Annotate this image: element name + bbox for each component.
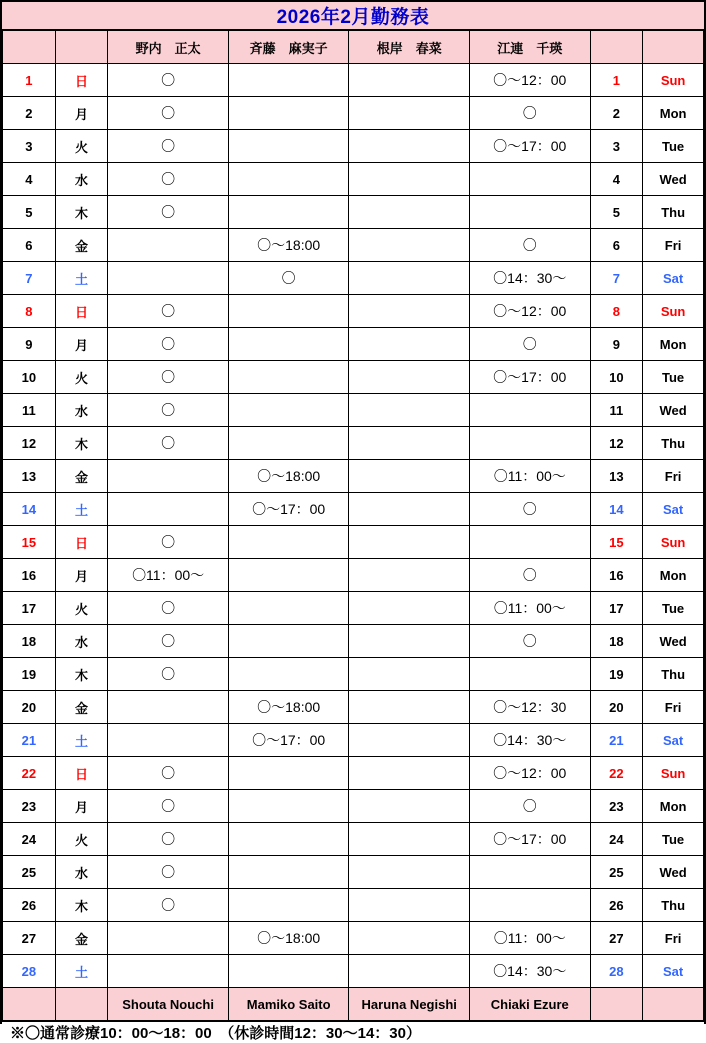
shift-cell[interactable]: 〇〜12：00 [469, 295, 590, 328]
day-number-right: 26 [590, 889, 643, 922]
table-row [3, 592, 704, 625]
shift-cell[interactable] [349, 163, 470, 196]
shift-cell[interactable]: 〇 [469, 328, 590, 361]
weekday-jp: 木 [55, 196, 108, 229]
shift-cell[interactable]: 〇14：30〜 [469, 955, 590, 988]
shift-cell[interactable]: 〇〜17：00 [469, 130, 590, 163]
shift-cell[interactable]: 〇 [108, 97, 229, 130]
shift-cell[interactable] [349, 823, 470, 856]
shift-cell[interactable] [228, 889, 349, 922]
weekday-jp: 火 [55, 130, 108, 163]
shift-cell[interactable] [228, 625, 349, 658]
title-bar [2, 2, 704, 30]
day-number: 19 [3, 658, 56, 691]
shift-cell[interactable] [228, 130, 349, 163]
shift-cell[interactable] [108, 262, 229, 295]
weekday-jp: 月 [55, 790, 108, 823]
weekday-en: Thu [643, 889, 704, 922]
day-number-right: 25 [590, 856, 643, 889]
shift-cell[interactable]: 〇〜18:00 [228, 229, 349, 262]
shift-cell[interactable] [228, 757, 349, 790]
day-number-right: 17 [590, 592, 643, 625]
shift-cell[interactable]: 〇 [228, 262, 349, 295]
shift-cell[interactable] [228, 394, 349, 427]
weekday-en: Wed [643, 394, 704, 427]
table-row [3, 658, 704, 691]
weekday-jp: 月 [55, 559, 108, 592]
weekday-en: Mon [643, 328, 704, 361]
day-number: 1 [3, 64, 56, 97]
shift-cell[interactable] [108, 691, 229, 724]
shift-cell[interactable] [349, 889, 470, 922]
shift-cell[interactable] [349, 97, 470, 130]
table-body [3, 64, 704, 988]
header-blank-dayen [643, 31, 704, 64]
weekday-jp: 土 [55, 724, 108, 757]
shift-cell[interactable] [228, 163, 349, 196]
day-number: 5 [3, 196, 56, 229]
shift-cell[interactable] [228, 295, 349, 328]
day-number-right: 6 [590, 229, 643, 262]
shift-cell[interactable] [349, 724, 470, 757]
header-row [3, 31, 704, 64]
table-footer [3, 988, 704, 1021]
shift-cell[interactable]: 〇14：30〜 [469, 724, 590, 757]
day-number-right: 27 [590, 922, 643, 955]
day-number: 23 [3, 790, 56, 823]
header-blank-dayjp [55, 31, 108, 64]
weekday-jp: 火 [55, 361, 108, 394]
day-number-right: 28 [590, 955, 643, 988]
day-number: 26 [3, 889, 56, 922]
header-blank-daynum [3, 31, 56, 64]
day-number-right: 9 [590, 328, 643, 361]
weekday-jp: 木 [55, 889, 108, 922]
shift-cell[interactable] [469, 526, 590, 559]
shift-cell[interactable] [228, 592, 349, 625]
weekday-en: Thu [643, 196, 704, 229]
day-number-right: 1 [590, 64, 643, 97]
weekday-jp: 金 [55, 922, 108, 955]
shift-cell[interactable] [108, 922, 229, 955]
shift-cell[interactable]: 〇〜12：00 [469, 64, 590, 97]
shift-cell[interactable] [228, 658, 349, 691]
shift-cell[interactable] [349, 625, 470, 658]
schedule-table [2, 30, 704, 1021]
weekday-en: Wed [643, 625, 704, 658]
day-number-right: 5 [590, 196, 643, 229]
shift-cell[interactable]: 〇〜18:00 [228, 691, 349, 724]
table-row [3, 163, 704, 196]
shift-cell[interactable]: 〇 [108, 790, 229, 823]
day-number-right: 16 [590, 559, 643, 592]
shift-cell[interactable] [469, 889, 590, 922]
shift-cell[interactable]: 〇 [108, 427, 229, 460]
shift-cell[interactable]: 〇 [108, 757, 229, 790]
table-row [3, 64, 704, 97]
table-row [3, 955, 704, 988]
shift-cell[interactable]: 〇 [469, 559, 590, 592]
table-row [3, 889, 704, 922]
shift-cell[interactable] [469, 163, 590, 196]
day-number-right: 18 [590, 625, 643, 658]
shift-cell[interactable] [349, 658, 470, 691]
table-row [3, 295, 704, 328]
day-number-right: 4 [590, 163, 643, 196]
weekday-en: Sat [643, 493, 704, 526]
table-row [3, 196, 704, 229]
header-staff-3: 根岸 春菜 [349, 31, 470, 64]
footer-blank-daynum2 [590, 988, 643, 1021]
weekday-en: Mon [643, 790, 704, 823]
weekday-jp: 木 [55, 658, 108, 691]
day-number-right: 2 [590, 97, 643, 130]
day-number-right: 21 [590, 724, 643, 757]
shift-cell[interactable]: 〇 [108, 295, 229, 328]
weekday-jp: 火 [55, 592, 108, 625]
shift-cell[interactable] [469, 427, 590, 460]
legend-note: ※〇通常診療10：00〜18：00 （休診時間12：30〜14：30） [2, 1021, 704, 1043]
shift-cell[interactable] [349, 130, 470, 163]
table-row [3, 262, 704, 295]
table-header [3, 31, 704, 64]
shift-cell[interactable] [349, 328, 470, 361]
shift-cell[interactable] [349, 262, 470, 295]
table-row [3, 394, 704, 427]
header-staff-4: 江連 千瑛 [469, 31, 590, 64]
day-number: 10 [3, 361, 56, 394]
table-row [3, 328, 704, 361]
day-number-right: 14 [590, 493, 643, 526]
weekday-en: Fri [643, 691, 704, 724]
shift-cell[interactable]: 〇 [108, 130, 229, 163]
table-row [3, 229, 704, 262]
weekday-en: Thu [643, 427, 704, 460]
day-number-right: 15 [590, 526, 643, 559]
shift-cell[interactable]: 〇 [108, 526, 229, 559]
shift-cell[interactable] [228, 790, 349, 823]
page-title: 2026年2月勤務表 [276, 7, 430, 28]
shift-cell[interactable] [228, 856, 349, 889]
header-staff-1: 野内 正太 [108, 31, 229, 64]
shift-cell[interactable] [349, 757, 470, 790]
shift-cell[interactable] [469, 658, 590, 691]
shift-cell[interactable] [108, 724, 229, 757]
shift-cell[interactable]: 〇 [108, 394, 229, 427]
shift-cell[interactable] [349, 922, 470, 955]
day-number-right: 22 [590, 757, 643, 790]
shift-cell[interactable]: 〇 [108, 823, 229, 856]
shift-cell[interactable] [108, 493, 229, 526]
shift-cell[interactable]: 〇11：00〜 [469, 460, 590, 493]
weekday-en: Tue [643, 130, 704, 163]
shift-cell[interactable]: 〇 [108, 64, 229, 97]
weekday-jp: 水 [55, 856, 108, 889]
weekday-jp: 木 [55, 427, 108, 460]
table-row [3, 856, 704, 889]
shift-cell[interactable] [228, 559, 349, 592]
shift-cell[interactable] [228, 196, 349, 229]
table-row [3, 724, 704, 757]
weekday-en: Fri [643, 922, 704, 955]
shift-cell[interactable]: 〇 [108, 328, 229, 361]
day-number: 9 [3, 328, 56, 361]
weekday-jp: 金 [55, 229, 108, 262]
day-number: 7 [3, 262, 56, 295]
shift-cell[interactable] [349, 526, 470, 559]
shift-cell[interactable] [349, 64, 470, 97]
weekday-en: Sat [643, 955, 704, 988]
day-number-right: 10 [590, 361, 643, 394]
weekday-en: Sat [643, 262, 704, 295]
day-number: 27 [3, 922, 56, 955]
shift-cell[interactable]: 〇〜12：00 [469, 757, 590, 790]
weekday-en: Tue [643, 361, 704, 394]
day-number: 13 [3, 460, 56, 493]
shift-cell[interactable]: 〇 [108, 889, 229, 922]
day-number: 18 [3, 625, 56, 658]
day-number: 12 [3, 427, 56, 460]
weekday-jp: 日 [55, 526, 108, 559]
shift-cell[interactable]: 〇11：00〜 [469, 592, 590, 625]
shift-cell[interactable]: 〇〜17：00 [228, 724, 349, 757]
weekday-jp: 月 [55, 97, 108, 130]
shift-cell[interactable] [349, 691, 470, 724]
day-number: 21 [3, 724, 56, 757]
shift-cell[interactable]: 〇 [469, 229, 590, 262]
table-row [3, 757, 704, 790]
weekday-en: Thu [643, 658, 704, 691]
day-number: 28 [3, 955, 56, 988]
shift-cell[interactable] [108, 955, 229, 988]
weekday-jp: 金 [55, 691, 108, 724]
footer-row [3, 988, 704, 1021]
shift-cell[interactable] [228, 823, 349, 856]
table-row [3, 691, 704, 724]
header-staff-2: 斉藤 麻実子 [228, 31, 349, 64]
shift-cell[interactable]: 〇 [469, 97, 590, 130]
shift-cell[interactable]: 〇〜17：00 [469, 361, 590, 394]
weekday-en: Tue [643, 592, 704, 625]
shift-cell[interactable]: 〇〜17：00 [469, 823, 590, 856]
table-row [3, 427, 704, 460]
shift-cell[interactable]: 〇 [108, 856, 229, 889]
day-number: 6 [3, 229, 56, 262]
day-number-right: 7 [590, 262, 643, 295]
weekday-jp: 水 [55, 394, 108, 427]
shift-cell[interactable] [228, 526, 349, 559]
shift-cell[interactable]: 〇11：00〜 [469, 922, 590, 955]
shift-cell[interactable] [349, 229, 470, 262]
table-row [3, 625, 704, 658]
shift-cell[interactable] [108, 460, 229, 493]
shift-cell[interactable] [469, 856, 590, 889]
table-row [3, 361, 704, 394]
day-number-right: 3 [590, 130, 643, 163]
shift-cell[interactable]: 〇 [108, 163, 229, 196]
day-number: 8 [3, 295, 56, 328]
weekday-en: Fri [643, 460, 704, 493]
weekday-jp: 土 [55, 493, 108, 526]
weekday-en: Wed [643, 163, 704, 196]
day-number: 2 [3, 97, 56, 130]
day-number: 16 [3, 559, 56, 592]
table-row [3, 493, 704, 526]
weekday-jp: 土 [55, 955, 108, 988]
shift-cell[interactable] [228, 64, 349, 97]
shift-cell[interactable] [228, 97, 349, 130]
table-row [3, 526, 704, 559]
shift-cell[interactable] [349, 790, 470, 823]
shift-cell[interactable]: 〇 [108, 592, 229, 625]
weekday-jp: 土 [55, 262, 108, 295]
shift-cell[interactable]: 〇〜18:00 [228, 922, 349, 955]
shift-cell[interactable] [228, 361, 349, 394]
table-row [3, 460, 704, 493]
shift-cell[interactable] [349, 196, 470, 229]
day-number-right: 12 [590, 427, 643, 460]
day-number: 22 [3, 757, 56, 790]
weekday-en: Mon [643, 97, 704, 130]
shift-cell[interactable] [349, 394, 470, 427]
weekday-en: Sun [643, 757, 704, 790]
weekday-en: Mon [643, 559, 704, 592]
shift-cell[interactable] [349, 460, 470, 493]
day-number: 11 [3, 394, 56, 427]
shift-cell[interactable]: 〇 [108, 196, 229, 229]
shift-cell[interactable] [469, 196, 590, 229]
table-row [3, 559, 704, 592]
shift-cell[interactable] [228, 328, 349, 361]
day-number-right: 24 [590, 823, 643, 856]
footer-blank-dayen [643, 988, 704, 1021]
footer-blank-dayjp [55, 988, 108, 1021]
weekday-en: Wed [643, 856, 704, 889]
day-number: 3 [3, 130, 56, 163]
day-number-right: 19 [590, 658, 643, 691]
day-number-right: 11 [590, 394, 643, 427]
weekday-jp: 日 [55, 757, 108, 790]
shift-cell[interactable]: 〇〜18:00 [228, 460, 349, 493]
shift-cell[interactable]: 〇〜12：30 [469, 691, 590, 724]
shift-cell[interactable] [349, 295, 470, 328]
shift-cell[interactable] [349, 856, 470, 889]
table-row [3, 790, 704, 823]
table-row [3, 823, 704, 856]
weekday-en: Sun [643, 526, 704, 559]
footer-staff-roman-1: Shouta Nouchi [108, 988, 229, 1021]
table-row [3, 922, 704, 955]
weekday-en: Fri [643, 229, 704, 262]
shift-cell[interactable]: 〇 [469, 625, 590, 658]
shift-cell[interactable]: 〇11：00〜 [108, 559, 229, 592]
table-row [3, 97, 704, 130]
day-number-right: 13 [590, 460, 643, 493]
weekday-jp: 日 [55, 64, 108, 97]
shift-cell[interactable]: 〇〜17：00 [228, 493, 349, 526]
shift-cell[interactable]: 〇 [108, 361, 229, 394]
shift-cell[interactable] [349, 592, 470, 625]
weekday-jp: 月 [55, 328, 108, 361]
day-number-right: 23 [590, 790, 643, 823]
day-number: 25 [3, 856, 56, 889]
day-number: 14 [3, 493, 56, 526]
footer-staff-roman-2: Mamiko Saito [228, 988, 349, 1021]
weekday-jp: 火 [55, 823, 108, 856]
shift-cell[interactable]: 〇 [469, 790, 590, 823]
shift-cell[interactable] [469, 394, 590, 427]
weekday-jp: 水 [55, 163, 108, 196]
header-blank-daynum2 [590, 31, 643, 64]
shift-cell[interactable] [349, 427, 470, 460]
footer-staff-roman-3: Haruna Negishi [349, 988, 470, 1021]
shift-cell[interactable]: 〇 [469, 493, 590, 526]
shift-cell[interactable] [349, 955, 470, 988]
shift-cell[interactable] [349, 361, 470, 394]
shift-cell[interactable] [349, 559, 470, 592]
day-number-right: 20 [590, 691, 643, 724]
weekday-en: Sat [643, 724, 704, 757]
weekday-en: Sun [643, 64, 704, 97]
day-number-right: 8 [590, 295, 643, 328]
shift-cell[interactable] [228, 955, 349, 988]
shift-cell[interactable] [349, 493, 470, 526]
weekday-jp: 水 [55, 625, 108, 658]
shift-cell[interactable] [228, 427, 349, 460]
shift-cell[interactable]: 〇 [108, 658, 229, 691]
weekday-en: Sun [643, 295, 704, 328]
day-number: 24 [3, 823, 56, 856]
footer-staff-roman-4: Chiaki Ezure [469, 988, 590, 1021]
weekday-jp: 日 [55, 295, 108, 328]
shift-cell[interactable]: 〇 [108, 625, 229, 658]
shift-cell[interactable]: 〇14：30〜 [469, 262, 590, 295]
day-number: 20 [3, 691, 56, 724]
weekday-en: Tue [643, 823, 704, 856]
day-number: 4 [3, 163, 56, 196]
table-row [3, 130, 704, 163]
footer-blank-daynum [3, 988, 56, 1021]
day-number: 17 [3, 592, 56, 625]
weekday-jp: 金 [55, 460, 108, 493]
shift-cell[interactable] [108, 229, 229, 262]
day-number: 15 [3, 526, 56, 559]
